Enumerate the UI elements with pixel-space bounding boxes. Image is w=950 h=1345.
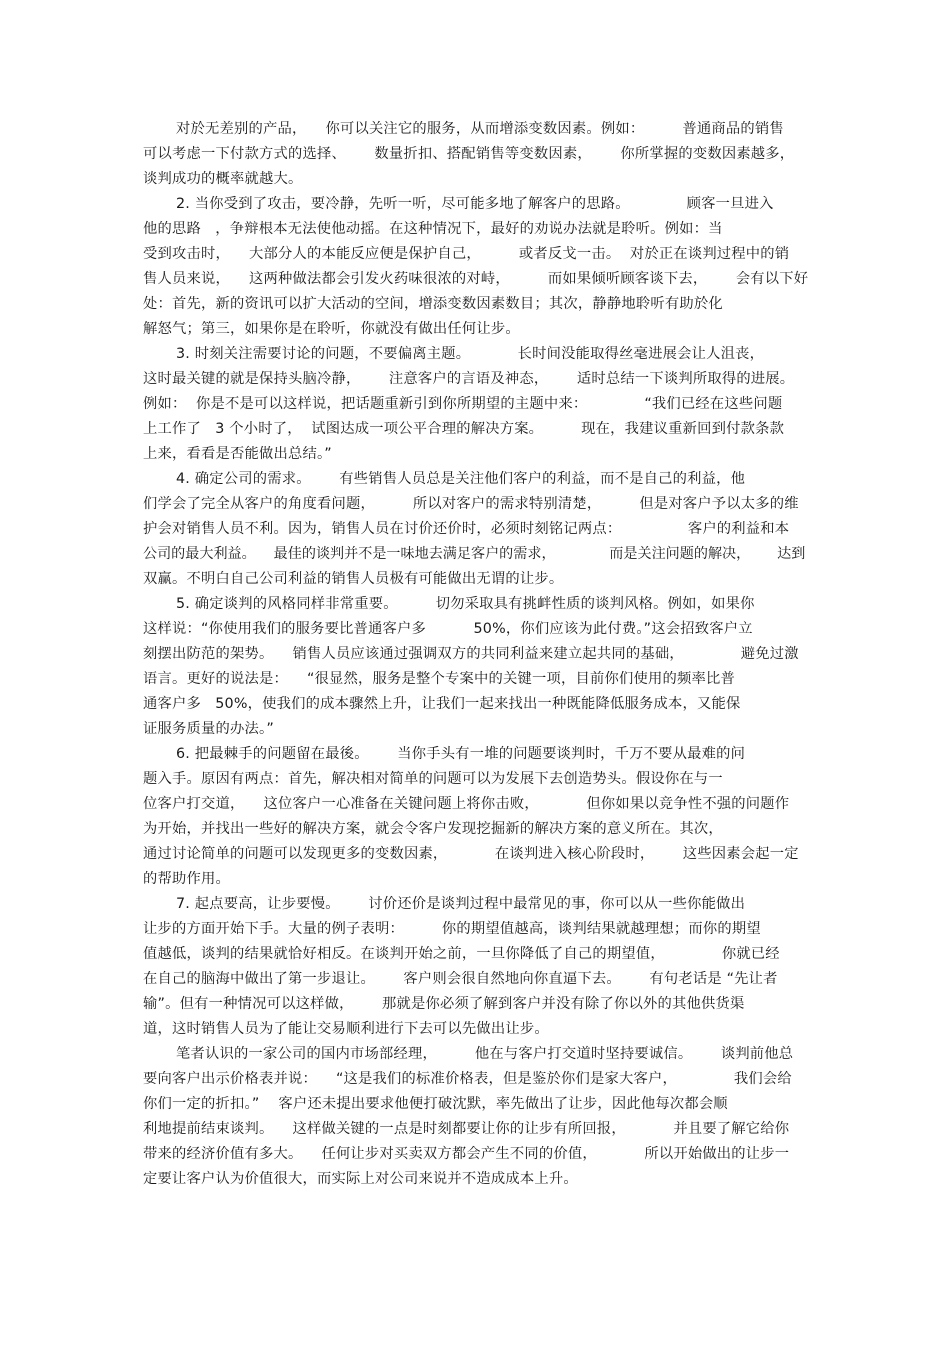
paragraph-line: 护会对销售人员不利。因为，销售人员在讨价还价时，必须时刻铭记两点： 客户的利益和本 — [143, 521, 790, 537]
paragraph-line: 要向客户出示价格表并说： “这是我们的标准价格表，但是鉴於你们是家大客户， 我们会给 — [143, 1071, 792, 1087]
paragraph-line: 上工作了 3 个小时了， 试图达成一项公平合理的解决方案。 现在，我建议重新回到付款条款 — [143, 421, 785, 437]
paragraph-line: 通过讨论简单的问题可以发现更多的变数因素， 在谈判进入核心阶段时， 这些因素会起一定 — [143, 846, 799, 862]
paragraph-line: 7. 起点要高，让步要慢。 讨价还价是谈判过程中最常见的事，你可以从一些你能做出 — [176, 896, 746, 912]
paragraph-line: 证服务质量的办法。” — [143, 721, 274, 737]
paragraph-line: 让步的方面开始下手。大量的例子表明： 你的期望值越高，谈判结果就越理想；而你的期望 — [143, 921, 761, 937]
paragraph-line: 在自己的脑海中做出了第一步退让。 客户则会很自然地向你直逼下去。 有句老话是 “先让者 — [143, 971, 778, 987]
paragraph-line: 公司的最大利益。 最佳的谈判并不是一味地去满足客户的需求， 而是关注问题的解决， 达到 — [143, 546, 806, 562]
paragraph-line: 题入手。原因有两点：首先，解决相对简单的问题可以为发展下去创造势头。假设你在与一 — [143, 771, 723, 787]
paragraph-line: 他的思路 ，争辩根本无法使他动摇。在这种情况下，最好的劝说办法就是聆听。例如：当 — [143, 221, 723, 237]
paragraph-line: 笔者认识的一家公司的国内市场部经理， 他在与客户打交道时坚持要诚信。 谈判前他总 — [176, 1046, 794, 1062]
paragraph-line: 例如： 你是不是可以这样说，把话题重新引到你所期望的主题中来： “我们已经在这些问题 — [143, 396, 783, 412]
paragraph-line: 定要让客户认为价值很大，而实际上对公司来说并不造成成本上升。 — [143, 1171, 578, 1187]
paragraph-line: 双赢。不明白自己公司利益的销售人员极有可能做出无谓的让步。 — [143, 571, 564, 587]
paragraph-line: 3. 时刻关注需要讨论的问题，不要偏离主题。 长时间没能取得丝毫进展会让人沮丧， — [176, 346, 765, 362]
paragraph-line: 受到攻击时， 大部分人的本能反应便是保护自己， 或者反戈一击。 对於正在谈判过程中的销 — [143, 246, 790, 262]
paragraph-line: 谈判成功的概率就越大。 — [143, 171, 303, 187]
paragraph-line: 对於无差别的产品， 你可以关注它的服务，从而增添变数因素。例如： 普通商品的销售 — [176, 121, 784, 137]
paragraph-line: 利地提前结束谈判。 这样做关键的一点是时刻都要让你的让步有所回报， 并且要了解它给你 — [143, 1121, 790, 1137]
paragraph-line: 上来，看看是否能做出总结。” — [143, 446, 332, 462]
paragraph-line: 你们一定的折扣。” 客户还未提出要求他便打破沈默，率先做出了让步，因此他每次都会顺 — [143, 1096, 728, 1112]
paragraph-line: 这时最关键的就是保持头脑冷静， 注意客户的言语及神态， 适时总结一下谈判所取得的进展。 — [143, 371, 795, 387]
paragraph-line: 可以考虑一下付款方式的选择、 数量折扣、搭配销售等变数因素， 你所掌握的变数因素越多， — [143, 146, 795, 162]
paragraph-line: 解怒气；第三，如果你是在聆听，你就没有做出任何让步。 — [143, 321, 520, 337]
paragraph-line: 为开始，并找出一些好的解决方案，就会令客户发现挖掘新的解决方案的意义所在。其次， — [143, 821, 723, 837]
paragraph-line: 刻摆出防范的架势。 销售人员应该通过强调双方的共同利益来建立起共同的基础， 避免过激 — [143, 646, 799, 662]
paragraph-line: 值越低，谈判的结果就恰好相反。在谈判开始之前，一旦你降低了自己的期望值， 你就已经 — [143, 946, 780, 962]
paragraph-line: 语言。更好的说法是： “很显然，服务是整个专案中的关键一项，目前你们使用的频率比普 — [143, 671, 735, 687]
paragraph-line: 带来的经济价值有多大。 任何让步对买卖双方都会产生不同的价值， 所以开始做出的让步一 — [143, 1146, 790, 1162]
paragraph-line: 售人员来说， 这两种做法都会引发火药味很浓的对峙， 而如果倾听顾客谈下去， 会有以下好 — [143, 271, 809, 287]
paragraph-line: 6. 把最棘手的问题留在最後。 当你手头有一堆的问题要谈判时，千万不要从最难的问 — [176, 746, 746, 762]
paragraph-line: 输”。但有一种情况可以这样做， 那就是你必须了解到客户并没有除了你以外的其他供货渠 — [143, 996, 745, 1012]
paragraph-line: 道，这时销售人员为了能让交易顺利进行下去可以先做出让步。 — [143, 1021, 549, 1037]
paragraph-line: 处：首先，新的资讯可以扩大活动的空间，增添变数因素数目；其次，静静地聆听有助於化 — [143, 296, 723, 312]
paragraph-line: 5. 确定谈判的风格同样非常重要。 切勿采取具有挑衅性质的谈判风格。例如，如果你 — [176, 596, 755, 612]
paragraph-line: 通客户多 50%，使我们的成本骤然上升，让我们一起来找出一种既能降低服务成本，又能保 — [143, 696, 741, 712]
paragraph-line: 4. 确定公司的需求。 有些销售人员总是关注他们客户的利益，而不是自己的利益，他 — [176, 471, 746, 487]
paragraph-line: 2. 当你受到了攻击，要冷静，先听一听，尽可能多地了解客户的思路。 顾客一旦进入 — [176, 196, 774, 212]
paragraph-line: 的帮助作用。 — [143, 871, 230, 887]
paragraph-line: 这样说：“你使用我们的服务要比普通客户多 50%，你们应该为此付费。”这会招致客户立 — [143, 621, 753, 637]
paragraph-line: 们学会了完全从客户的角度看问题， 所以对客户的需求特别清楚， 但是对客户予以太多的维 — [143, 496, 799, 512]
paragraph-line: 位客户打交道， 这位客户一心准备在关键问题上将你击败， 但你如果以竞争性不强的问题作 — [143, 796, 790, 812]
